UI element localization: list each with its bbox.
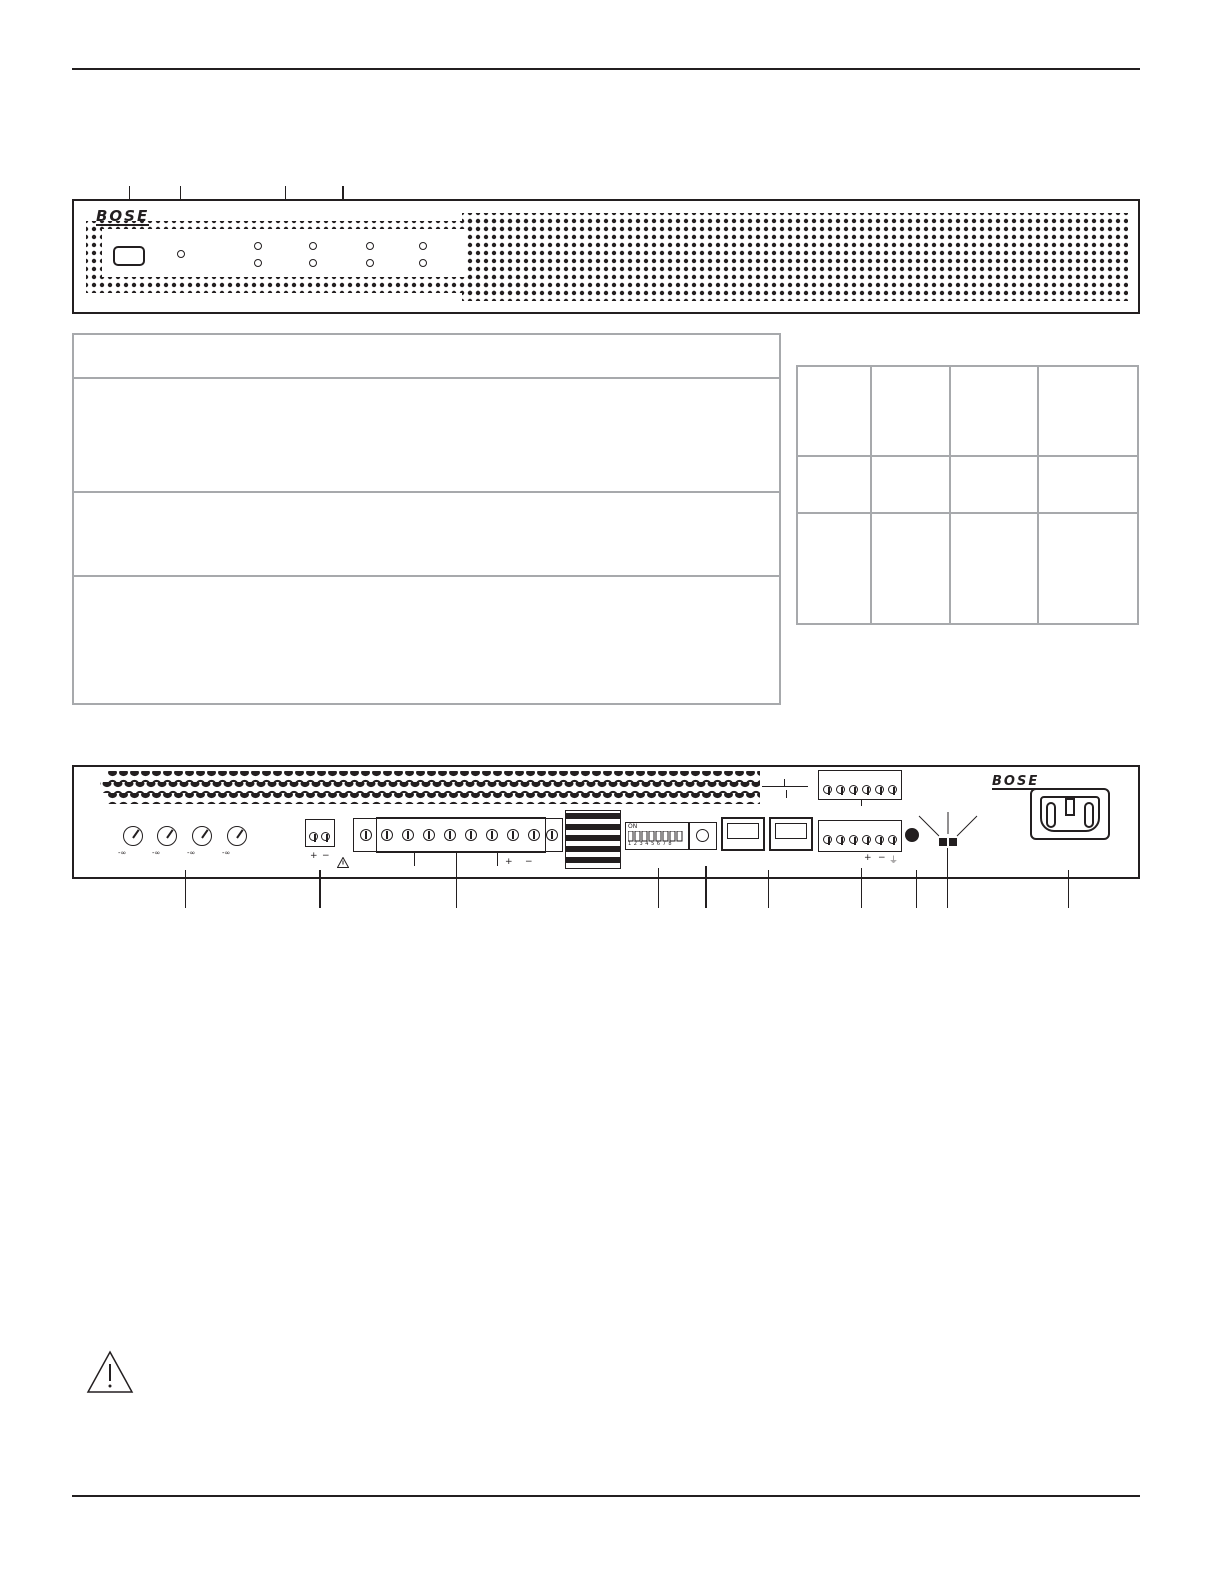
terminal-screw — [507, 829, 519, 841]
terminal-screw — [823, 785, 832, 794]
bracket-tick — [784, 779, 785, 786]
ground-icon: ⏚ — [889, 856, 899, 866]
minus-label: − — [322, 851, 330, 861]
terminal-screw — [486, 829, 498, 841]
bracket-tick — [786, 790, 787, 798]
gain-min-label: -∞ — [222, 849, 231, 857]
channel-2-led-top — [309, 242, 317, 250]
channel-2-led-bottom — [309, 259, 317, 267]
table-cell — [871, 513, 950, 624]
dip-switch-bank[interactable] — [625, 822, 689, 850]
table-cell — [950, 513, 1038, 624]
bracket-line — [762, 786, 808, 787]
minus-label: − — [525, 857, 533, 867]
rear-bose-logo: BOSE — [992, 774, 1040, 789]
control-input-connector[interactable] — [818, 770, 902, 800]
info-row-divider — [74, 377, 779, 379]
network-jack-1[interactable] — [721, 817, 765, 851]
gain-min-label: -∞ — [118, 849, 127, 857]
terminal-screw — [321, 832, 330, 841]
gain-knob-3[interactable] — [192, 826, 212, 846]
table-cell — [950, 366, 1038, 456]
terminal-screw — [862, 785, 871, 794]
power-out-connector[interactable] — [305, 819, 335, 847]
dip-on-label: ON — [628, 823, 638, 830]
table-cell — [1038, 513, 1138, 624]
table-cell — [797, 456, 871, 513]
terminal-screw — [888, 835, 897, 844]
table-cell — [1038, 366, 1138, 456]
footer-rule — [72, 1495, 1140, 1497]
channel-4-led-bottom — [419, 259, 427, 267]
speaker-output-barrier-strip[interactable] — [353, 818, 563, 852]
table-cell — [950, 456, 1038, 513]
gain-knob-1[interactable] — [123, 826, 143, 846]
terminal-screw — [875, 835, 884, 844]
terminal-screw — [309, 832, 318, 841]
plus-label: + — [310, 851, 318, 861]
terminal-screw — [836, 785, 845, 794]
plus-label: + — [864, 853, 872, 863]
front-panel — [72, 199, 1140, 314]
ac-power-inlet[interactable] — [1030, 788, 1110, 840]
terminal-screw — [444, 829, 456, 841]
channel-1-led-bottom — [254, 259, 262, 267]
network-jack-2[interactable] — [769, 817, 813, 851]
terminal-screw — [528, 829, 540, 841]
table-cell — [797, 366, 871, 456]
caution-triangle-icon — [86, 1350, 134, 1394]
dip-numbers: 1 2 3 4 5 6 7 8 — [628, 841, 673, 847]
table-cell — [1038, 456, 1138, 513]
rotary-knob-icon — [696, 829, 709, 842]
terminal-screw — [836, 835, 845, 844]
terminal-screw — [862, 835, 871, 844]
audio-input-connector[interactable] — [818, 820, 902, 852]
gain-knob-2[interactable] — [157, 826, 177, 846]
plus-label: + — [505, 857, 513, 867]
terminal-screw — [465, 829, 477, 841]
terminal-screw — [888, 785, 897, 794]
status-led-callouts — [915, 812, 985, 852]
power-led — [177, 250, 185, 258]
gain-knob-4[interactable] — [227, 826, 247, 846]
warning-triangle-icon — [337, 857, 349, 868]
terminal-screw — [875, 785, 884, 794]
front-panel-vents — [74, 201, 1138, 312]
info-row-divider — [74, 575, 779, 577]
terminal-screw — [423, 829, 435, 841]
power-button[interactable] — [113, 246, 145, 266]
front-bose-logo: BOSE — [96, 207, 150, 225]
terminal-screw — [360, 829, 372, 841]
table-cell — [871, 366, 950, 456]
connector-tick — [861, 800, 862, 806]
indicator-description-box — [72, 333, 781, 705]
terminal-screw — [849, 835, 858, 844]
header-rule — [72, 68, 1140, 70]
info-row-divider — [74, 491, 779, 493]
rotary-selector[interactable] — [689, 822, 717, 850]
channel-1-led-top — [254, 242, 262, 250]
minus-label: − — [878, 853, 886, 863]
channel-3-led-bottom — [366, 259, 374, 267]
table-cell — [797, 513, 871, 624]
gain-min-label: -∞ — [187, 849, 196, 857]
led-status-table — [796, 365, 1139, 625]
terminal-screw — [546, 829, 558, 841]
terminal-screw — [402, 829, 414, 841]
terminal-screw — [381, 829, 393, 841]
table-cell — [871, 456, 950, 513]
channel-4-led-top — [419, 242, 427, 250]
terminal-screw — [823, 835, 832, 844]
channel-3-led-top — [366, 242, 374, 250]
terminal-screw — [849, 785, 858, 794]
gain-min-label: -∞ — [152, 849, 161, 857]
